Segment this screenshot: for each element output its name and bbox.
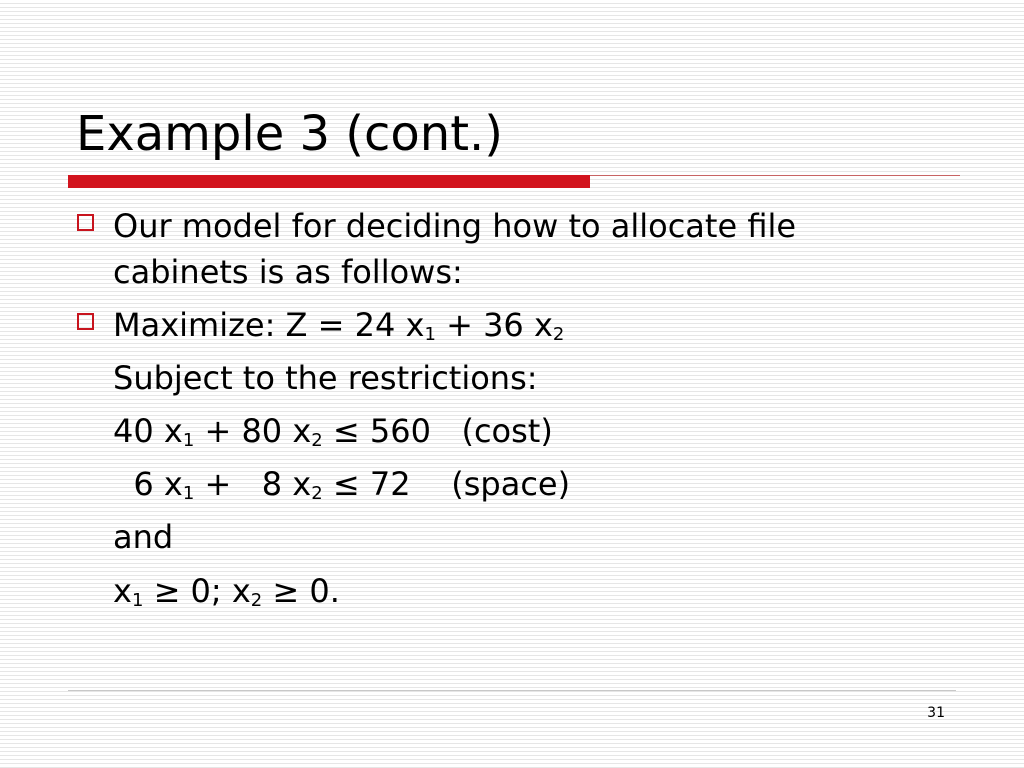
bullet-1-line-1: Our model for deciding how to allocate file: [113, 207, 797, 245]
objective-function: [113, 302, 564, 348]
space-constraint: [113, 461, 570, 507]
footer-divider: [68, 690, 956, 691]
subscript: 2: [552, 324, 565, 345]
subscript: 2: [311, 430, 323, 451]
subscript: 2: [250, 590, 263, 611]
constraint-text: + 8 x: [194, 465, 312, 503]
constraint-text: ≥ 0; x: [143, 572, 251, 610]
title-underline-thick: [68, 175, 590, 188]
hollow-square-bullet-icon: [77, 313, 94, 330]
nonnegativity-constraint: [113, 568, 340, 614]
subject-to-line: Subject to the restrictions:: [113, 359, 538, 397]
subscript: 1: [182, 430, 195, 451]
constraint-text: ≥ 0.: [262, 572, 340, 610]
constraint-text: ≤ 560 (cost): [322, 412, 553, 450]
objective-text: Maximize: Z = 24 x: [113, 306, 425, 344]
subscript: 1: [182, 483, 195, 504]
constraint-text: + 80 x: [194, 412, 312, 450]
slide-number: 31: [927, 705, 945, 721]
objective-text: + 36 x: [435, 306, 553, 344]
subscript: 1: [131, 590, 144, 611]
constraint-text: x: [113, 572, 132, 610]
subscript: 1: [424, 324, 436, 345]
hollow-square-bullet-icon: [77, 214, 94, 231]
constraint-text: 40 x: [113, 412, 183, 450]
slide-title: Example 3 (cont.): [76, 106, 504, 162]
title-underline-thin: [590, 175, 960, 176]
constraint-text: 6 x: [113, 465, 183, 503]
constraint-text: ≤ 72 (space): [322, 465, 571, 503]
and-line: and: [113, 518, 174, 556]
bullet-1-line-2: cabinets is as follows:: [113, 253, 463, 291]
subscript: 2: [311, 483, 323, 504]
cost-constraint: [113, 408, 553, 454]
